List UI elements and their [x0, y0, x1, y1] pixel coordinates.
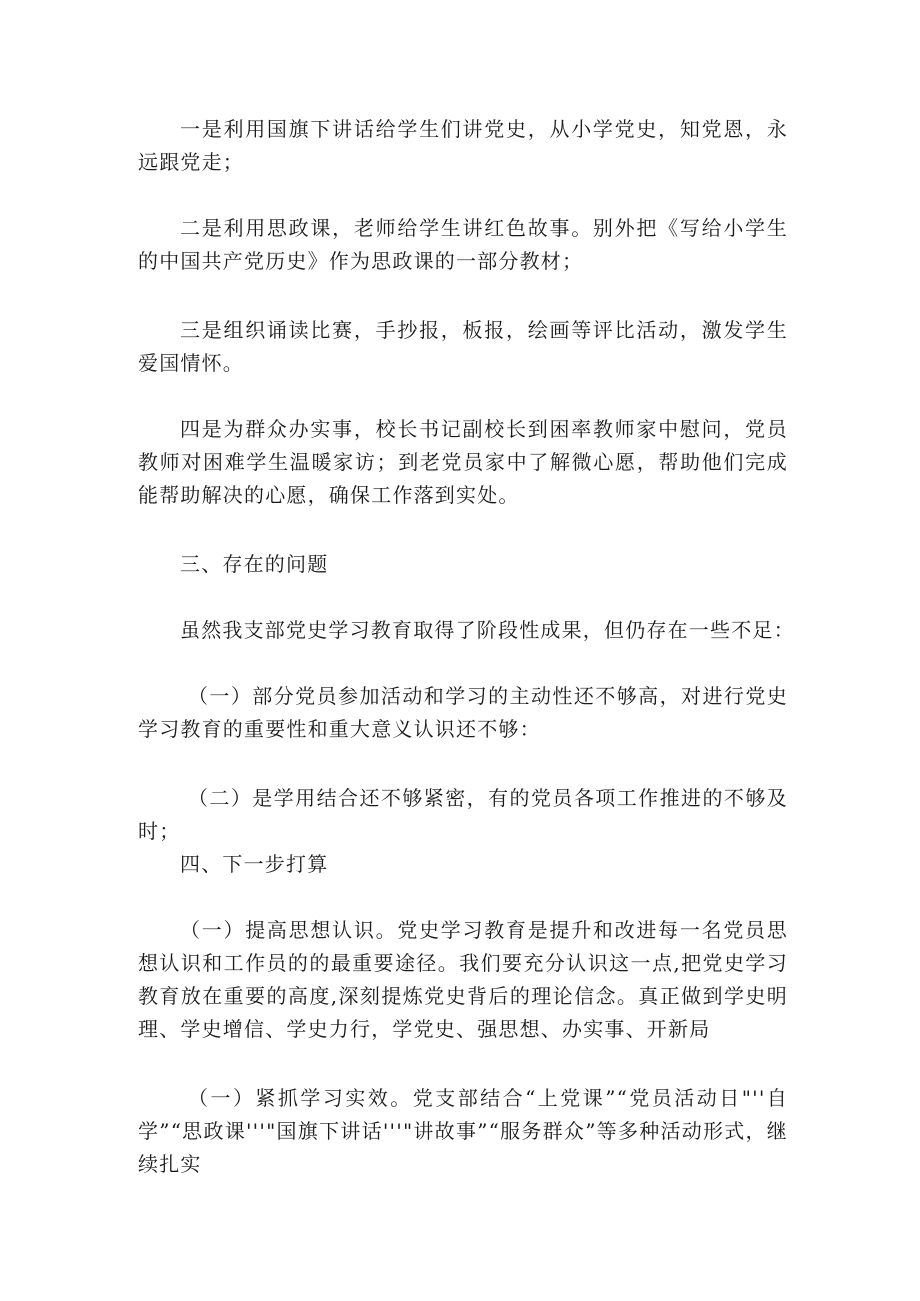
section-heading-problems: 三、存在的问题 [180, 552, 329, 576]
paragraph-problem-two: （二）是学用结合还不够紧密，有的党员各项工作推进的不够及时； [138, 786, 788, 843]
paragraph-ideology-class: 二是利用思政课，老师给学生讲红色故事。别外把《写给小学生的中国共产党历史》作为思政课的一部分教材； [138, 216, 788, 273]
paragraph-next-step-one: （一）提高思想认识。党史学习教育是提升和改进每一名党员思想认识和工作员的的最重要途径。我们要充分认识这一点,把党史学习教育放在重要的高度,深刻提炼党史背后的理论信念。真正做到学史明理、学史增信、学史力行，学党史、强思想、办实事、开新局 [138, 918, 788, 1041]
paragraph-problems-intro: 虽然我支部党史学习教育取得了阶段性成果，但仍存在一些不足： [180, 618, 795, 642]
section-heading-next-steps: 四、下一步打算 [180, 852, 329, 876]
paragraph-competitions: 三是组织诵读比赛，手抄报，板报，绘画等评比活动，激发学生爱国情怀。 [138, 318, 788, 375]
paragraph-practical-work: 四是为群众办实事，校长书记副校长到困率教师家中慰问，党员教师对困难学生温暖家访；到老党员家中了解微心愿，帮助他们完成能帮助解决的心愿，确保工作落到实处。 [138, 417, 788, 507]
paragraph-problem-one: （一）部分党员参加活动和学习的主动性还不够高，对进行党史学习教育的重要性和重大意义认识还不够： [138, 684, 788, 741]
paragraph-next-step-two: （一）紧抓学习实效。党支部结合“上党课”“党员活动日"''自学”“思政课'''"国旗下讲话'''"讲故事”“服务群众”等多种活动形式，继续扎实 [138, 1086, 788, 1176]
paragraph-flag-speech: 一是利用国旗下讲话给学生们讲党史，从小学党史，知党恩，永远跟党走； [138, 117, 788, 174]
